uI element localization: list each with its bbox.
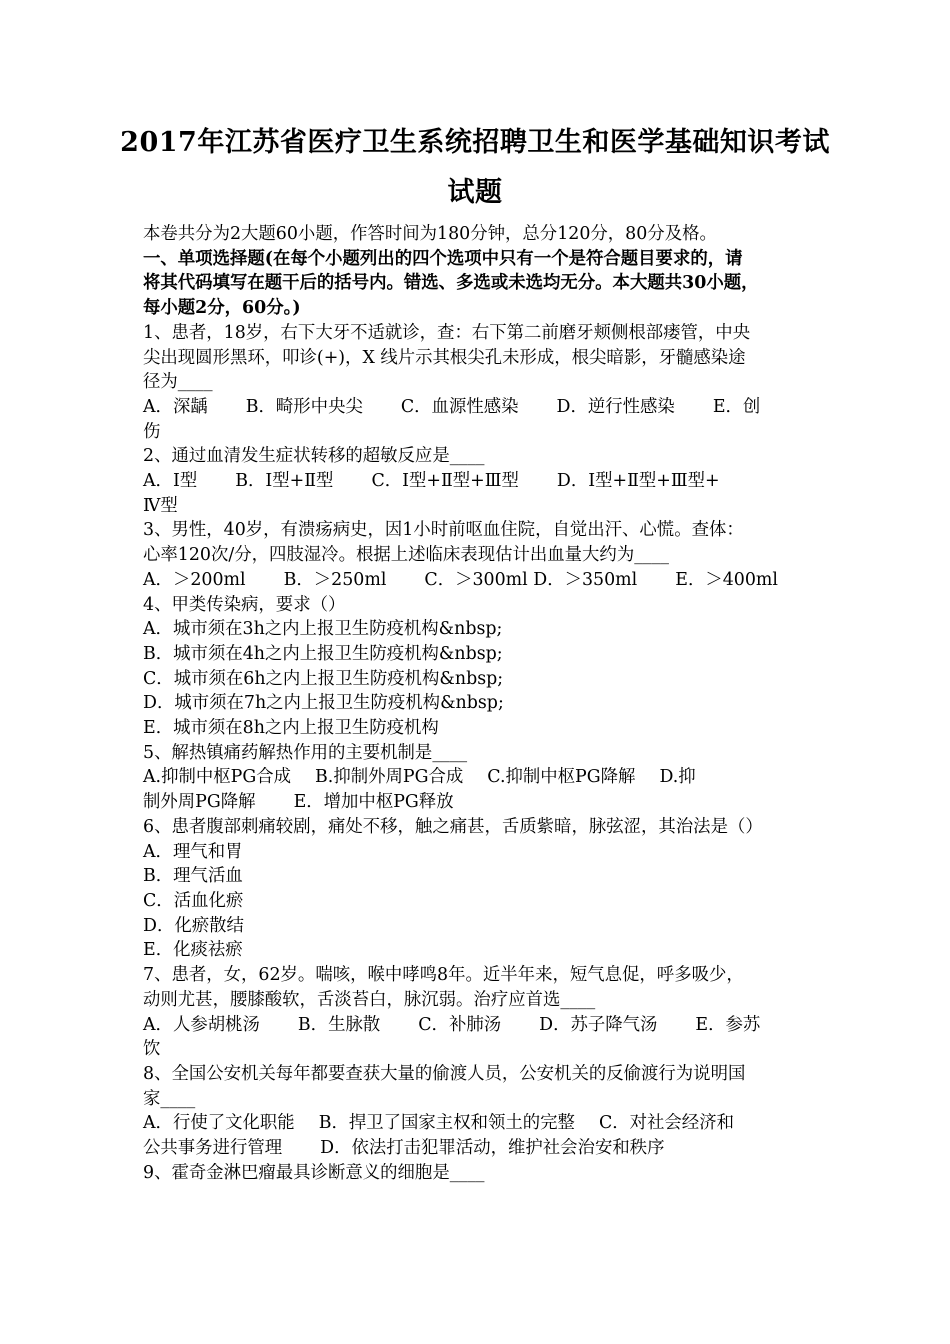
option: E．化痰祛瘀 [143,940,243,961]
option: A．Ⅰ型 [143,471,198,492]
question-text: 尖出现圆形黑环，叩诊(+)，X 线片示其根尖孔未形成，根尖暗影，牙髓感染途 [143,347,746,368]
option: E．参苏 [695,1014,761,1035]
option: A．＞200ml [143,569,246,590]
option: D．城市须在7h之内上报卫生防疫机构&nbsp; [143,693,504,714]
question-text: 8、全国公安机关每年都要查获大量的偷渡人员，公安机关的反偷渡行为说明国 [143,1063,746,1084]
question-text: 心率120次/分，四肢湿冷。根据上述临床表现估计出血量大约为____ [143,545,669,566]
option: A.抑制中枢PG合成 [143,767,292,788]
option-continuation: 伤 [143,421,161,442]
options-row [143,1136,807,1161]
option: D．依法打击犯罪活动，维护社会治安和秩序 [320,1138,665,1159]
section-heading: 一、单项选择题(在每个小题列出的四个选项中只有一个是符合题目要求的，请 [143,248,743,269]
question-text: 2、通过血清发生症状转移的超敏反应是____ [143,446,485,467]
option: C．城市须在6h之内上报卫生防疫机构&nbsp; [143,668,504,689]
question-text: 9、霍奇金淋巴瘤最具诊断意义的细胞是____ [143,1162,485,1183]
option: E．城市须在8h之内上报卫生防疫机构 [143,718,439,739]
option: B．＞250ml [283,569,387,590]
option: D.抑 [659,767,696,788]
question-text: 3、男性，40岁，有溃疡病史，因1小时前呕血住院，自觉出汗、心慌。查体： [143,520,744,541]
option: A．理气和胃 [143,841,243,862]
option: E．＞400ml [675,569,778,590]
question-text: 家____ [143,1088,196,1109]
question-text: 5、解热镇痛药解热作用的主要机制是____ [143,742,468,763]
option: A．行使了文化职能 [143,1113,295,1134]
question-text: 7、患者，女，62岁。喘咳，喉中哮鸣8年。近半年来，短气息促，呼多吸少， [143,965,744,986]
option: C.抑制中枢PG降解 [487,767,636,788]
option: B.抑制外周PG合成 [315,767,464,788]
question-text: 4、甲类传染病，要求（） [143,594,346,615]
option: A．城市须在3h之内上报卫生防疫机构&nbsp; [143,619,503,640]
option: C．Ⅰ型+Ⅱ型+Ⅲ型 [371,471,519,492]
option: B．捍卫了国家主权和领土的完整 [318,1113,575,1134]
section-heading: 将其代码填写在题干后的括号内。错选、多选或未选均无分。本大题共30小题， [143,273,759,294]
option: B．Ⅰ型+Ⅱ型 [235,471,334,492]
question-text: 径为____ [143,372,213,393]
option: C．血源性感染 [400,396,519,417]
option: A．人参胡桃汤 [143,1014,260,1035]
question-text: 1、患者，18岁，右下大牙不适就诊，查：右下第二前磨牙颊侧根部瘘管，中央 [143,322,751,343]
option: E．创 [712,396,761,417]
options-row [143,1013,807,1038]
option: B．理气活血 [143,866,243,887]
options-row [143,765,807,790]
options-row [143,790,807,815]
option: C．＞300ml D．＞350ml [424,569,638,590]
document-title-line1: 2017年江苏省医疗卫生系统招聘卫生和医学基础知识考试 [120,127,830,158]
option-continuation: Ⅳ型 [143,495,178,516]
options-row [143,395,807,420]
option: C．补肺汤 [418,1014,502,1035]
exam-intro: 本卷共分为2大题60小题，作答时间为180分钟，总分120分，80分及格。 [143,224,717,244]
document-title-line2: 试题 [447,177,503,208]
options-row [143,469,807,494]
question-text: 动则尤甚，腰膝酸软，舌淡苔白，脉沉弱。治疗应首选____ [143,989,596,1010]
option-continuation: 饮 [143,1039,161,1060]
option: B．生脉散 [297,1014,381,1035]
option: C．对社会经济和 [598,1113,734,1134]
option: B．城市须在4h之内上报卫生防疫机构&nbsp; [143,643,503,664]
option: D．Ⅰ型+Ⅱ型+Ⅲ型+ [556,471,720,492]
option: B．畸形中央尖 [245,396,363,417]
option: D．逆行性感染 [556,396,675,417]
options-row [143,568,807,593]
option: 制外周PG降解 [143,792,256,813]
options-row [143,1111,807,1136]
option: A．深龋 [143,396,208,417]
question-text: 6、患者腹部刺痛较剧，痛处不移，触之痛甚，舌质紫暗，脉弦涩，其治法是（） [143,816,763,837]
option: 公共事务进行管理 [143,1138,283,1159]
section-heading: 每小题2分，60分。) [143,298,301,319]
option: D．化瘀散结 [143,915,244,936]
option: E．增加中枢PG释放 [293,792,454,813]
option: D．苏子降气汤 [539,1014,658,1035]
option: C．活血化瘀 [143,890,244,911]
document-body [143,222,807,1185]
